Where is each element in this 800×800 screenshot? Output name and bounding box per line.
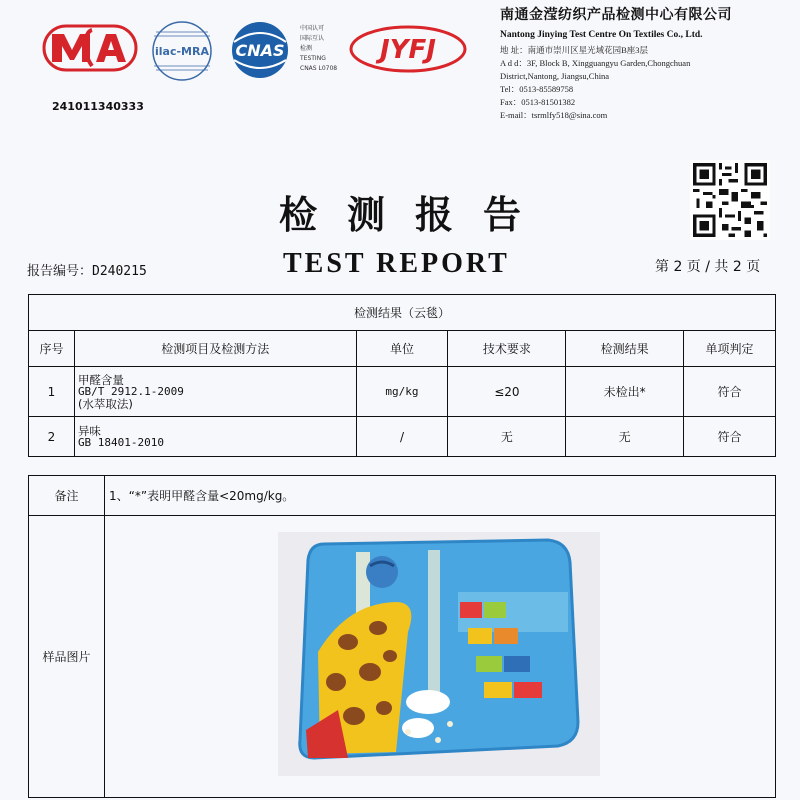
results-table — [28, 294, 776, 457]
report-title-en: TEST REPORT — [283, 248, 510, 279]
ilac-mra-logo — [146, 20, 218, 82]
judgement: 符合 — [684, 367, 776, 417]
cnas-caption-line: CNAS L0708 — [300, 65, 338, 72]
column-header: 单位 — [356, 331, 448, 367]
column-header: 技术要求 — [448, 331, 566, 367]
test-item-name: 甲醛含量 — [77, 372, 124, 387]
cnas-caption-line: 国际互认 — [300, 35, 325, 42]
address-en-2: District,Nantong, Jiangsu,China — [500, 71, 610, 81]
judgement: 符合 — [684, 417, 776, 457]
org-name-en: Nantong Jinying Test Centre On Textiles Co., Ltd. — [500, 30, 703, 40]
test-item — [74, 417, 356, 457]
page-indicator: 第 2 页 / 共 2 页 — [655, 259, 761, 275]
test-item — [74, 367, 356, 417]
cma-logo — [42, 22, 138, 74]
cnas-text: CNAS — [235, 41, 285, 60]
report-number: 报告编号：D240215 — [27, 264, 147, 279]
test-method-note: (水萃取法) — [77, 396, 133, 411]
unit: / — [356, 417, 448, 457]
notes-label: 备注 — [29, 476, 105, 516]
jyfj-text: JYFJ — [380, 35, 436, 65]
column-header: 检测项目及检测方法 — [74, 331, 356, 367]
row-number: 1 — [29, 367, 75, 417]
table-row — [29, 417, 776, 457]
fax: Fax：0513-81501382 — [500, 97, 576, 107]
requirement: ≤20 — [448, 367, 566, 417]
cnas-caption-line: TESTING — [300, 55, 326, 62]
cnas-caption-line: 中国认可 — [300, 25, 325, 32]
cnas-caption-line: 检测 — [300, 45, 313, 52]
notes-text: 1、“*”表明甲醛含量<20mg/kg。 — [105, 476, 776, 516]
organization-info — [500, 4, 795, 122]
report-header — [0, 0, 800, 180]
test-item-name: 异味 — [77, 423, 101, 438]
test-method: GB 18401-2010 — [77, 435, 165, 449]
cnas-caption — [300, 24, 354, 74]
photo-label: 样品图片 — [29, 516, 105, 798]
ilac-text: ilac-MRA — [155, 45, 209, 58]
unit: mg/kg — [356, 367, 448, 417]
report-title-cn: 检测报告 — [278, 192, 551, 237]
address-cn: 地 址：南通市崇川区星光域花园B座3层 — [500, 45, 649, 55]
column-header: 检测结果 — [566, 331, 684, 367]
sample-photo — [278, 532, 600, 776]
cnas-logo — [222, 20, 298, 80]
table-row — [29, 367, 776, 417]
telephone: Tel：0513-85589758 — [500, 84, 574, 94]
column-header: 序号 — [29, 331, 75, 367]
org-name-cn: 南通金滢纺织产品检测中心有限公司 — [500, 7, 732, 23]
result: 未检出* — [566, 367, 684, 417]
email: E-mail：tsrmlfy518@sina.com — [500, 110, 608, 120]
jyfj-logo — [348, 24, 468, 74]
test-method: GB/T 2912.1-2009 — [77, 384, 184, 398]
row-number: 2 — [29, 417, 75, 457]
serial-number: 241011340333 — [52, 100, 144, 113]
result: 无 — [566, 417, 684, 457]
column-header: 单项判定 — [684, 331, 776, 367]
address-en-1: A d d：3F, Block B, Xingguangyu Garden,Chongchuan — [500, 58, 691, 68]
requirement: 无 — [448, 417, 566, 457]
results-caption: 检测结果（云毯） — [29, 295, 776, 331]
